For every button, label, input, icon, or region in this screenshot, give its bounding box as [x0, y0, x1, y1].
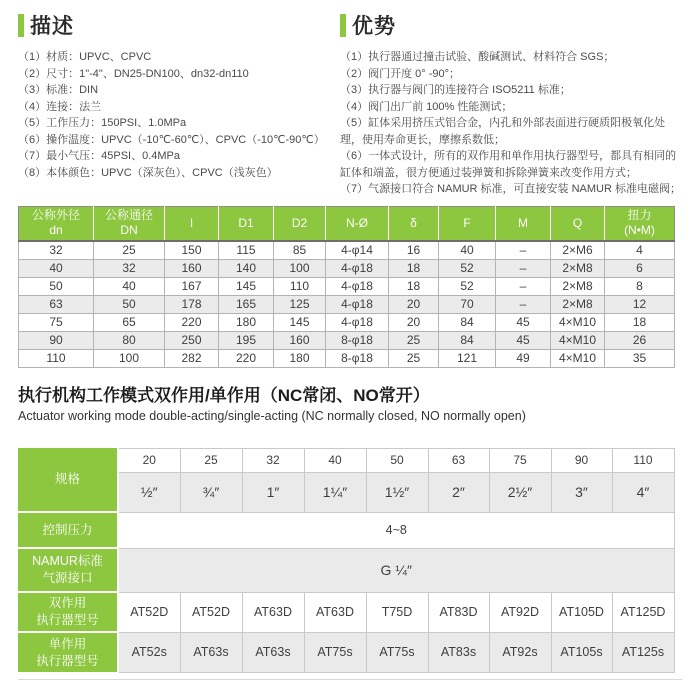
table-cell: 2″	[428, 472, 489, 512]
table-cell: 75	[489, 448, 551, 472]
table-row	[19, 259, 675, 277]
table-cell: 20	[118, 448, 180, 472]
table-cell: 20	[389, 295, 439, 313]
table-cell: 220	[165, 313, 219, 331]
table-row	[19, 313, 675, 331]
table-cell: AT63s	[242, 632, 304, 672]
table-cell: 160	[165, 259, 219, 277]
table-cell: 180	[219, 313, 274, 331]
table-cell: ¾″	[180, 472, 242, 512]
table-row	[19, 331, 675, 349]
namur-row	[18, 548, 674, 592]
table-cell: 18	[389, 259, 439, 277]
list-item: （3）执行器与阀门的连接符合 ISO5211 标准；	[340, 84, 571, 96]
table-cell: AT75s	[366, 632, 428, 672]
list-item: （7）最小气压：45PSI、0.4MPa	[18, 150, 180, 162]
table-cell: 49	[496, 349, 551, 367]
row-header-double-acting: 双作用 执行器型号	[18, 592, 118, 632]
table-cell: 25	[94, 241, 165, 259]
table-cell: 110	[274, 277, 326, 295]
description-section	[18, 10, 328, 181]
table-cell: ½″	[118, 472, 180, 512]
table-cell: 4×M10	[551, 349, 605, 367]
table-cell: 145	[274, 313, 326, 331]
list-item: （3）标准：DIN	[18, 84, 99, 96]
table-cell: AT92D	[489, 592, 551, 632]
column-header: N-Ø	[326, 206, 389, 241]
table-cell: AT75s	[304, 632, 366, 672]
table-cell: 70	[439, 295, 496, 313]
table-cell: 4	[605, 241, 675, 259]
page-divider	[18, 679, 682, 680]
table-cell: 52	[439, 277, 496, 295]
table-cell: 2×M8	[551, 259, 605, 277]
row-header-namur: NAMUR标准 气源接口	[18, 548, 118, 592]
table-cell: 2×M8	[551, 295, 605, 313]
table-row	[19, 241, 675, 259]
column-header: δ	[389, 206, 439, 241]
table-cell: 26	[605, 331, 675, 349]
control-pressure-row	[18, 512, 674, 548]
single-acting-row	[18, 632, 674, 672]
table-cell: 165	[219, 295, 274, 313]
table-cell: 40	[19, 259, 94, 277]
table-cell: 125	[274, 295, 326, 313]
table-cell: 25	[389, 349, 439, 367]
table-cell: 282	[165, 349, 219, 367]
table-cell: 150	[165, 241, 219, 259]
list-item: （4）连接：法兰	[18, 100, 102, 113]
section-title: 优势	[352, 15, 396, 38]
table-cell: 4×M10	[551, 331, 605, 349]
list-item: （5）缸体采用挤压式铝合金，内孔和外部表面进行硬质阳极氧化处理，使用寿命更长，摩擦系数低；	[340, 117, 666, 146]
table-cell: AT105s	[551, 632, 612, 672]
list-item: （2）阀门开度 0° -90°；	[340, 67, 461, 80]
table-cell: 2×M8	[551, 277, 605, 295]
table-cell: 40	[439, 241, 496, 259]
section-title: 描述	[30, 15, 74, 38]
table-cell: AT52D	[118, 592, 180, 632]
table-cell: 90	[19, 331, 94, 349]
table-cell: 4-φ18	[326, 259, 389, 277]
list-item: （6）操作温度：UPVC（-10℃-60℃）、CPVC（-10℃-90℃）	[18, 133, 325, 146]
table-cell: 63	[19, 295, 94, 313]
table-cell: AT125D	[612, 592, 674, 632]
list-item: （7）气源接口符合 NAMUR 标准，可直接安装 NAMUR 标准电磁阀；	[340, 183, 682, 195]
table-cell: 115	[219, 241, 274, 259]
table-cell: 178	[165, 295, 219, 313]
table-cell: 18	[605, 313, 675, 331]
table-header-row	[19, 206, 675, 241]
table-cell: 140	[219, 259, 274, 277]
table-cell: 45	[496, 313, 551, 331]
table-cell: 1″	[242, 472, 304, 512]
green-bar-icon	[18, 14, 24, 37]
table-cell: 85	[274, 241, 326, 259]
table-cell: 121	[439, 349, 496, 367]
table-cell: 8	[605, 277, 675, 295]
table-cell: 110	[612, 448, 674, 472]
table-cell: 25	[389, 331, 439, 349]
description-heading	[18, 10, 328, 40]
column-header: D2	[274, 206, 326, 241]
advantages-heading	[340, 10, 682, 40]
list-item: （4）阀门出厂前 100% 性能测试；	[340, 100, 513, 113]
table-cell: 195	[219, 331, 274, 349]
table-cell: 160	[274, 331, 326, 349]
table-cell: –	[496, 241, 551, 259]
table-cell: 80	[94, 331, 165, 349]
column-header: D1	[219, 206, 274, 241]
table-cell: 4×M10	[551, 313, 605, 331]
table-cell: 100	[94, 349, 165, 367]
table-cell: 65	[94, 313, 165, 331]
table-cell: AT92s	[489, 632, 551, 672]
table-cell: 8-φ18	[326, 349, 389, 367]
row-header-single-acting: 单作用 执行器型号	[18, 632, 118, 672]
table-cell: 32	[19, 241, 94, 259]
column-header: 公称外径 dn	[19, 206, 94, 241]
table-cell: 45	[496, 331, 551, 349]
table-cell: 2½″	[489, 472, 551, 512]
table-cell: 4-φ14	[326, 241, 389, 259]
advantages-list	[340, 49, 682, 198]
table-cell: AT63D	[304, 592, 366, 632]
table-cell: 84	[439, 313, 496, 331]
description-list	[18, 49, 328, 181]
table-cell: 40	[94, 277, 165, 295]
table-cell: T75D	[366, 592, 428, 632]
table-cell: 4-φ18	[326, 295, 389, 313]
table-cell: 180	[274, 349, 326, 367]
green-bar-icon	[340, 14, 346, 37]
table-cell: AT52s	[118, 632, 180, 672]
table-cell: 52	[439, 259, 496, 277]
table-cell: 90	[551, 448, 612, 472]
table-cell: AT52D	[180, 592, 242, 632]
table-cell: 2×M6	[551, 241, 605, 259]
double-acting-row	[18, 592, 674, 632]
column-header: 公称通径 DN	[94, 206, 165, 241]
advantages-section	[340, 10, 682, 198]
table-cell: 18	[389, 277, 439, 295]
table-cell: 50	[94, 295, 165, 313]
table-cell: –	[496, 295, 551, 313]
list-item: （5）工作压力：150PSI、1.0MPa	[18, 117, 187, 129]
table-cell: 167	[165, 277, 219, 295]
table-cell: 145	[219, 277, 274, 295]
row-header-spec: 规格	[18, 448, 118, 512]
actuator-mode-title: 执行机构工作模式双作用/单作用（NC常闭、NO常开）	[18, 385, 430, 405]
table-cell: 32	[94, 259, 165, 277]
table-cell: 110	[19, 349, 94, 367]
list-item: （2）尺寸：1"-4"、DN25-DN100、dn32-dn110	[18, 67, 249, 80]
table-cell: 50	[366, 448, 428, 472]
column-header: Q	[551, 206, 605, 241]
table-cell: 75	[19, 313, 94, 331]
actuator-mode-subtitle: Actuator working mode double-acting/single-acting (NC normally closed, NO normally open)	[18, 408, 526, 423]
table-cell: 4-φ18	[326, 277, 389, 295]
column-header: I	[165, 206, 219, 241]
table-cell: 220	[219, 349, 274, 367]
column-header: F	[439, 206, 496, 241]
table-cell: 84	[439, 331, 496, 349]
table-cell: 4″	[612, 472, 674, 512]
table-cell: –	[496, 277, 551, 295]
list-item: （1）材质：UPVC、CPVC	[18, 51, 152, 63]
table-cell: –	[496, 259, 551, 277]
table-cell: 63	[428, 448, 489, 472]
table-cell: 20	[389, 313, 439, 331]
table-cell: 40	[304, 448, 366, 472]
table-cell: 4-φ18	[326, 313, 389, 331]
table-cell: 12	[605, 295, 675, 313]
row-header-control-pressure: 控制压力	[18, 512, 118, 548]
actuator-model-table	[18, 448, 675, 673]
column-header: 扭力 (N•M)	[605, 206, 675, 241]
table-cell: AT105D	[551, 592, 612, 632]
table-cell: 1¼″	[304, 472, 366, 512]
table-cell: AT83s	[428, 632, 489, 672]
top-section	[18, 10, 682, 198]
table-cell: 32	[242, 448, 304, 472]
table-cell: 8-φ18	[326, 331, 389, 349]
table-cell: 35	[605, 349, 675, 367]
table-row	[19, 349, 675, 367]
table-cell: 1½″	[366, 472, 428, 512]
size-mm-row	[18, 448, 674, 472]
column-header: M	[496, 206, 551, 241]
table-cell: 3″	[551, 472, 612, 512]
dimension-table	[18, 206, 675, 368]
table-cell: AT125s	[612, 632, 674, 672]
table-row	[19, 277, 675, 295]
list-item: （6）一体式设计，所有的双作用和单作用执行器型号，都具有相同的缸体和端盖，很方便通过装弹簧和拆除弹簧来改变作用方式；	[340, 150, 677, 179]
table-cell: 6	[605, 259, 675, 277]
control-pressure-value: 4~8	[118, 512, 674, 548]
table-cell: AT83D	[428, 592, 489, 632]
table-cell: 16	[389, 241, 439, 259]
table-cell: 50	[19, 277, 94, 295]
namur-value: G ¼″	[118, 548, 674, 592]
table-cell: 250	[165, 331, 219, 349]
list-item: （1）执行器通过撞击试验、酸碱测试、材料符合 SGS；	[340, 51, 615, 63]
table-cell: 100	[274, 259, 326, 277]
list-item: （8）本体颜色：UPVC（深灰色）、CPVC（浅灰色）	[18, 166, 278, 179]
table-cell: AT63D	[242, 592, 304, 632]
table-row	[19, 295, 675, 313]
table-cell: 25	[180, 448, 242, 472]
table-cell: AT63s	[180, 632, 242, 672]
